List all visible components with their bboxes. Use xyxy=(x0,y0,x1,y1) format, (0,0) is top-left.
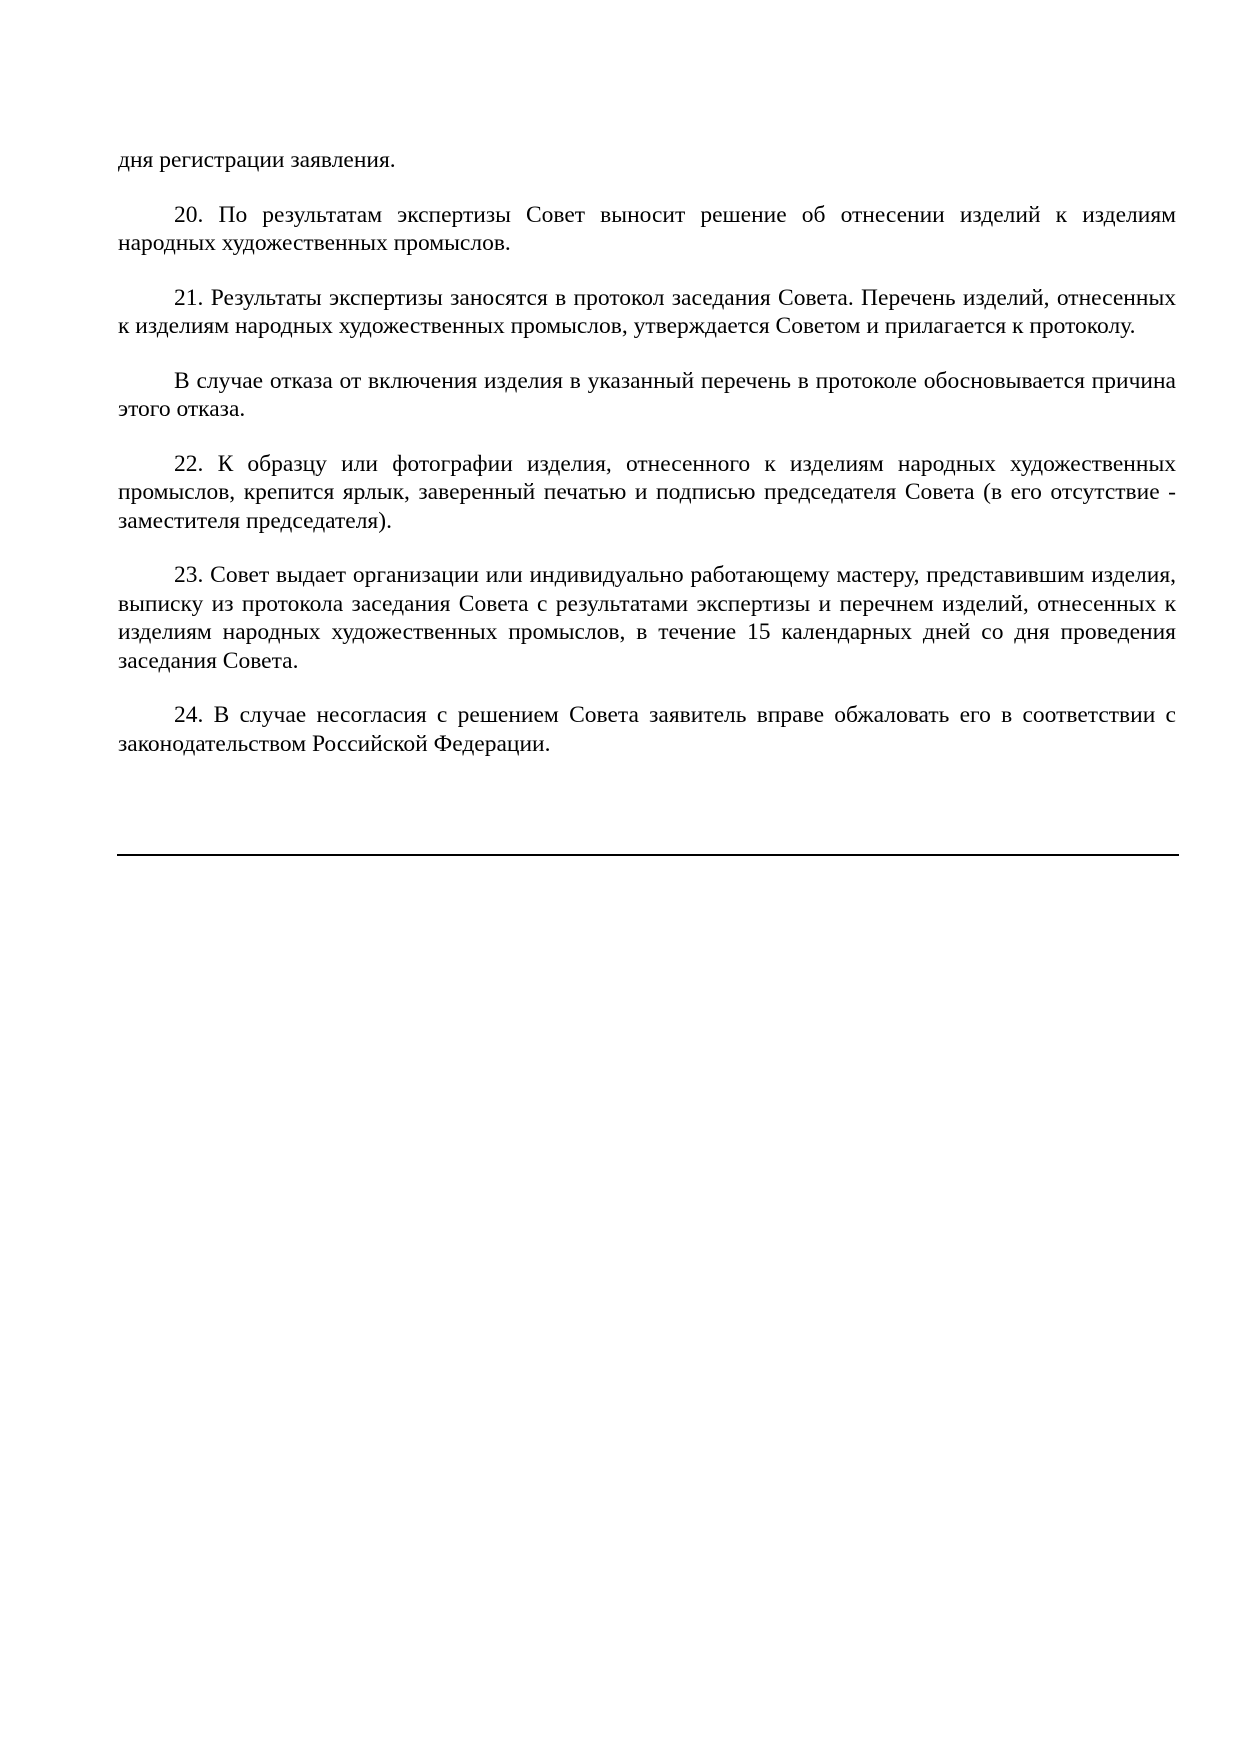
paragraph-item-23: 23. Совет выдает организации или индивидуально работающему мастеру, представившим изделия, выписку из протокола заседания Совета с результатами экспертизы и перечнем изделий, отнесенных к изделиям народных художественных промыслов, в течение 15 календарных дней со дня проведения заседания Совета. xyxy=(118,562,1176,674)
end-divider-line xyxy=(117,854,1179,856)
document-body xyxy=(118,146,1176,784)
paragraph-item-22: 22. К образцу или фотографии изделия, отнесенного к изделиям народных художественных промыслов, крепится ярлык, заверенный печатью и подписью председателя Совета (в его отсутствие - заместителя председателя). xyxy=(118,450,1176,534)
paragraph-item-24: 24. В случае несогласия с решением Совета заявитель вправе обжаловать его в соответствии с законодательством Российской Федерации. xyxy=(118,702,1176,757)
paragraph-item-21-refusal: В случае отказа от включения изделия в указанный перечень в протоколе обосновывается причина этого отказа. xyxy=(118,367,1176,422)
paragraph-continuation: дня регистрации заявления. xyxy=(118,147,396,173)
paragraph-item-20: 20. По результатам экспертизы Совет выносит решение об отнесении изделий к изделиям народных художественных промыслов. xyxy=(118,201,1176,256)
paragraph-item-21: 21. Результаты экспертизы заносятся в протокол заседания Совета. Перечень изделий, отнесенных к изделиям народных художественных промыслов, утверждается Советом и прилагается к протоколу. xyxy=(118,284,1176,339)
